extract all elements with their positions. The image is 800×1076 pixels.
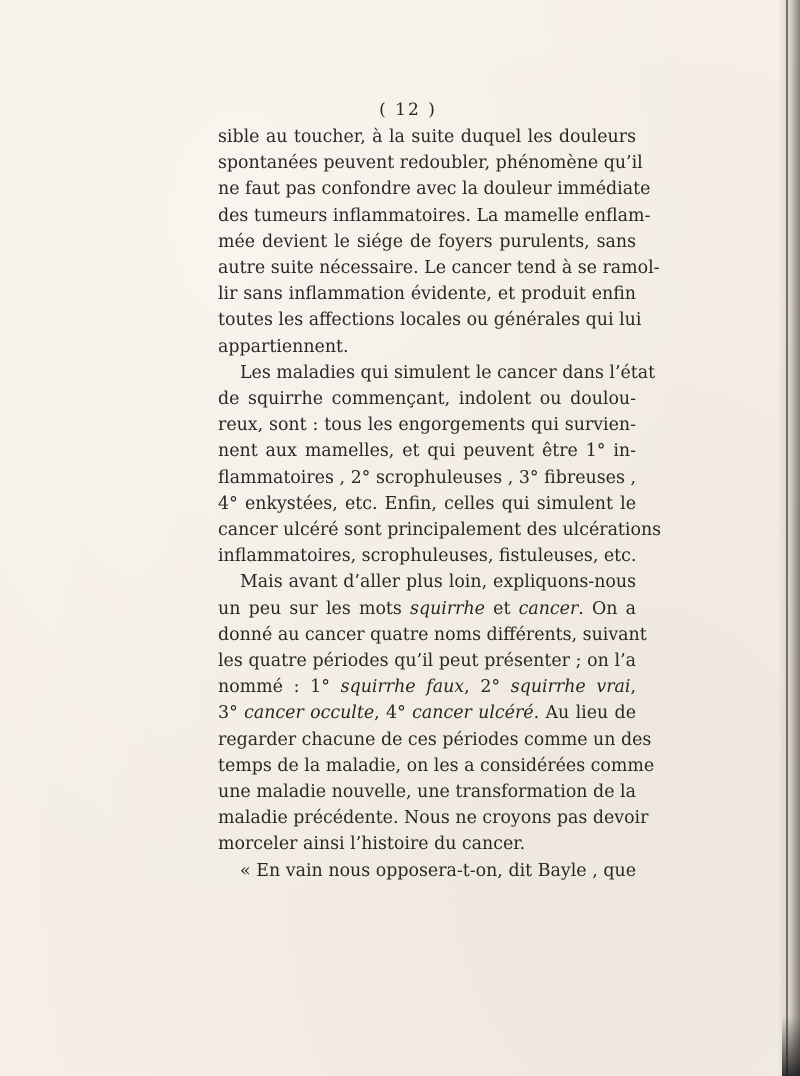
- text-segment: et: [484, 598, 519, 619]
- body-text: [218, 124, 662, 884]
- text-line: [218, 334, 636, 360]
- page-number: ( 12 ): [379, 100, 437, 120]
- text-segment: autre suite nécessaire. Le cancer tend à se ramol-: [218, 258, 660, 279]
- text-segment: spontanées peuvent redoubler, phénomène qu’il: [218, 153, 643, 174]
- text-segment: un peu sur les mots: [218, 598, 411, 619]
- text-line: [218, 465, 636, 491]
- italic-text: squirrhe faux: [340, 677, 465, 698]
- text-segment: flammatoires , 2° scrophuleuses , 3° fibreuses ,: [218, 467, 636, 488]
- text-line: [218, 543, 636, 569]
- text-segment: de squirrhe commençant, indolent ou doulou-: [218, 389, 636, 410]
- text-segment: des tumeurs inflammatoires. La mamelle enflam-: [218, 205, 651, 226]
- text-line: [218, 307, 642, 333]
- text-line: [218, 831, 636, 857]
- text-line: [218, 648, 636, 674]
- text-line: [218, 203, 651, 229]
- page-corner-shadow: [782, 1016, 800, 1076]
- text-segment: cancer ulcéré sont principalement des ulcérations: [218, 520, 662, 541]
- text-segment: temps de la maladie, on les a considérées comme: [218, 755, 655, 776]
- text-segment: donné au cancer quatre noms différents, suivant: [218, 624, 647, 645]
- text-segment: une maladie nouvelle, une transformation de la: [218, 782, 636, 803]
- text-segment: Mais avant d’aller plus loin, expliquons-nous: [240, 572, 636, 593]
- text-segment: inflammatoires, scrophuleuses, fistuleuses, etc.: [218, 546, 637, 567]
- text-segment: . Au lieu de: [533, 703, 636, 724]
- text-segment: toutes les affections locales ou générales qui lui: [218, 310, 642, 331]
- binding-edge: [786, 0, 788, 1076]
- text-segment: mée devient le siége de foyers purulents, sans: [218, 231, 636, 252]
- text-line: [218, 779, 636, 805]
- text-segment: lir sans inflammation évidente, et produit enfin: [218, 284, 636, 305]
- text-line: [218, 700, 636, 726]
- text-line: [218, 150, 643, 176]
- text-segment: les quatre périodes qu’il peut présenter ; on l’a: [218, 651, 636, 672]
- text-line: [218, 438, 636, 464]
- italic-text: cancer occulte: [244, 703, 375, 724]
- text-line: [218, 569, 636, 595]
- text-line: [218, 386, 636, 412]
- text-segment: , 2°: [464, 677, 511, 698]
- text-line: [218, 229, 636, 255]
- text-line: [218, 255, 660, 281]
- italic-text: squirrhe vrai: [510, 677, 631, 698]
- text-line: [218, 753, 655, 779]
- text-segment: sible au toucher, à la suite duquel les douleurs: [218, 127, 636, 147]
- text-segment: regarder chacune de ces périodes comme un des: [218, 729, 652, 750]
- italic-text: cancer: [518, 598, 579, 619]
- text-line: [218, 491, 636, 517]
- text-line: [218, 805, 649, 831]
- text-line: [218, 622, 647, 648]
- text-segment: maladie précédente. Nous ne croyons pas devoir: [218, 808, 649, 829]
- text-segment: , 4°: [374, 703, 413, 724]
- text-segment: Les maladies qui simulent le cancer dans l’état: [240, 362, 656, 383]
- italic-text: squirrhe: [410, 598, 485, 619]
- text-segment: . On a: [578, 598, 636, 619]
- text-line: [218, 596, 636, 622]
- text-line: [218, 281, 636, 307]
- text-line: [218, 176, 651, 202]
- text-segment: ne faut pas confondre avec la douleur immédiate: [218, 179, 651, 200]
- page-gutter-shadow: [778, 0, 800, 1076]
- text-segment: appartiennent.: [218, 336, 349, 357]
- text-segment: nent aux mamelles, et qui peuvent être 1° in-: [218, 441, 636, 462]
- text-segment: reux, sont : tous les engorgements qui survien-: [218, 415, 636, 436]
- italic-text: cancer ulcéré: [412, 703, 534, 724]
- text-line: [218, 517, 662, 543]
- text-segment: ,: [630, 677, 636, 698]
- text-line: [218, 360, 656, 386]
- text-line: [218, 858, 636, 884]
- text-line: [218, 412, 636, 438]
- text-segment: « En vain nous opposera-t-on, dit Bayle , que: [240, 860, 636, 881]
- text-segment: 3°: [218, 703, 245, 724]
- text-segment: nommé : 1°: [218, 677, 341, 698]
- text-segment: 4° enkystées, etc. Enfin, celles qui simulent le: [218, 493, 636, 514]
- text-segment: morceler ainsi l’histoire du cancer.: [218, 834, 526, 855]
- text-line: [218, 124, 636, 150]
- text-line: [218, 727, 652, 753]
- text-line: [218, 674, 636, 700]
